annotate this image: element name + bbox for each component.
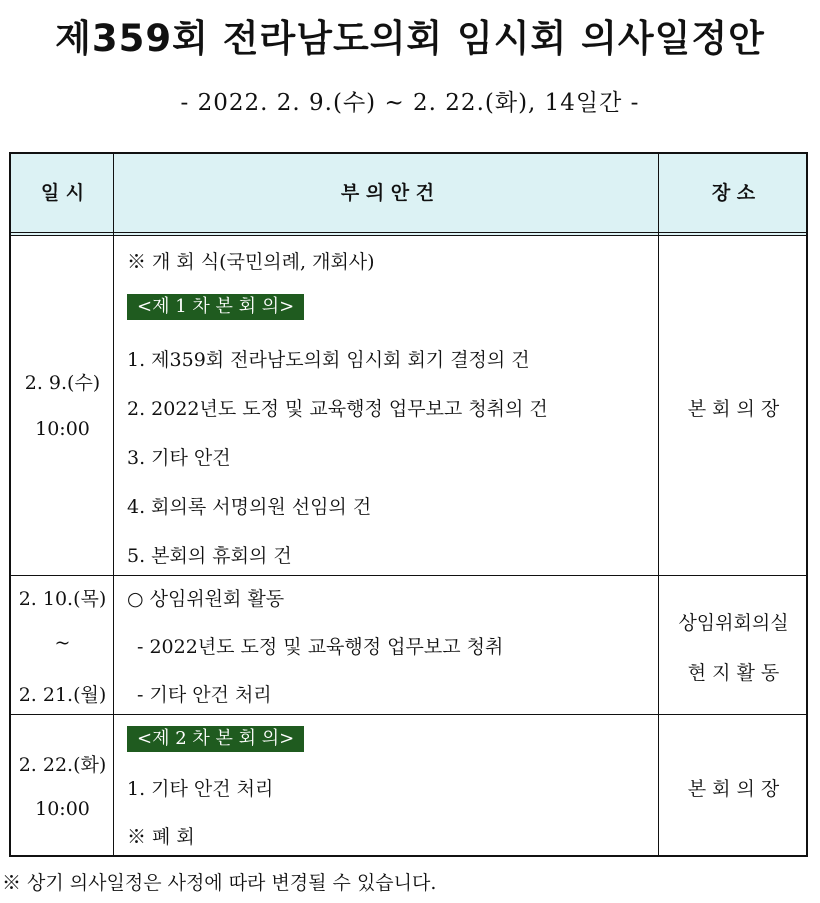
header-place: 장 소 — [711, 182, 756, 204]
list-item: - 기타 안건 처리 — [137, 684, 272, 706]
column-divider — [658, 154, 659, 855]
row1-date: 2. 9.(수) — [24, 372, 101, 394]
row2-date-end: 2. 21.(월) — [18, 684, 107, 706]
row2-place-2: 현 지 활 동 — [687, 662, 780, 684]
session-badge: <제 1 차 본 회 의> — [127, 294, 304, 320]
list-item: ○ 상임위원회 활동 — [127, 588, 285, 610]
agenda-table — [9, 152, 808, 857]
row2-place-1: 상임위회의실 — [678, 612, 789, 634]
document-title: 제359회 전라남도의회 임시회 의사일정안 — [55, 17, 765, 60]
row-divider — [11, 714, 806, 715]
list-item: 1. 기타 안건 처리 — [127, 778, 274, 800]
session-badge: <제 2 차 본 회 의> — [127, 726, 304, 752]
row3-time: 10:00 — [35, 798, 90, 820]
row2-date-separator: ~ — [54, 632, 71, 654]
list-item: 4. 회의록 서명의원 선임의 건 — [127, 496, 372, 518]
footnote: ※ 상기 의사일정은 사정에 따라 변경될 수 있습니다. — [2, 872, 437, 894]
row-divider — [11, 575, 806, 576]
list-item: 1. 제359회 전라남도의회 임시회 회기 결정의 건 — [127, 349, 530, 371]
list-item: 2. 2022년도 도정 및 교육행정 업무보고 청취의 건 — [127, 398, 548, 420]
table-header — [11, 154, 806, 236]
list-item: - 2022년도 도정 및 교육행정 업무보고 청취 — [137, 636, 504, 658]
list-item: ※ 개 회 식(국민의례, 개회사) — [127, 251, 375, 273]
list-item: 5. 본회의 휴회의 건 — [127, 545, 292, 567]
row1-time: 10:00 — [35, 418, 90, 440]
list-item: 3. 기타 안건 — [127, 447, 231, 469]
row3-date: 2. 22.(화) — [18, 754, 107, 776]
header-date: 일 시 — [40, 182, 85, 204]
list-item: ※ 폐 회 — [127, 826, 195, 848]
header-agenda: 부 의 안 건 — [340, 182, 435, 204]
row3-place: 본 회 의 장 — [687, 778, 780, 800]
session-period: - 2022. 2. 9.(수) ~ 2. 22.(화), 14일간 - — [180, 90, 640, 116]
row1-place: 본 회 의 장 — [687, 398, 780, 420]
row2-date-start: 2. 10.(목) — [18, 588, 107, 610]
